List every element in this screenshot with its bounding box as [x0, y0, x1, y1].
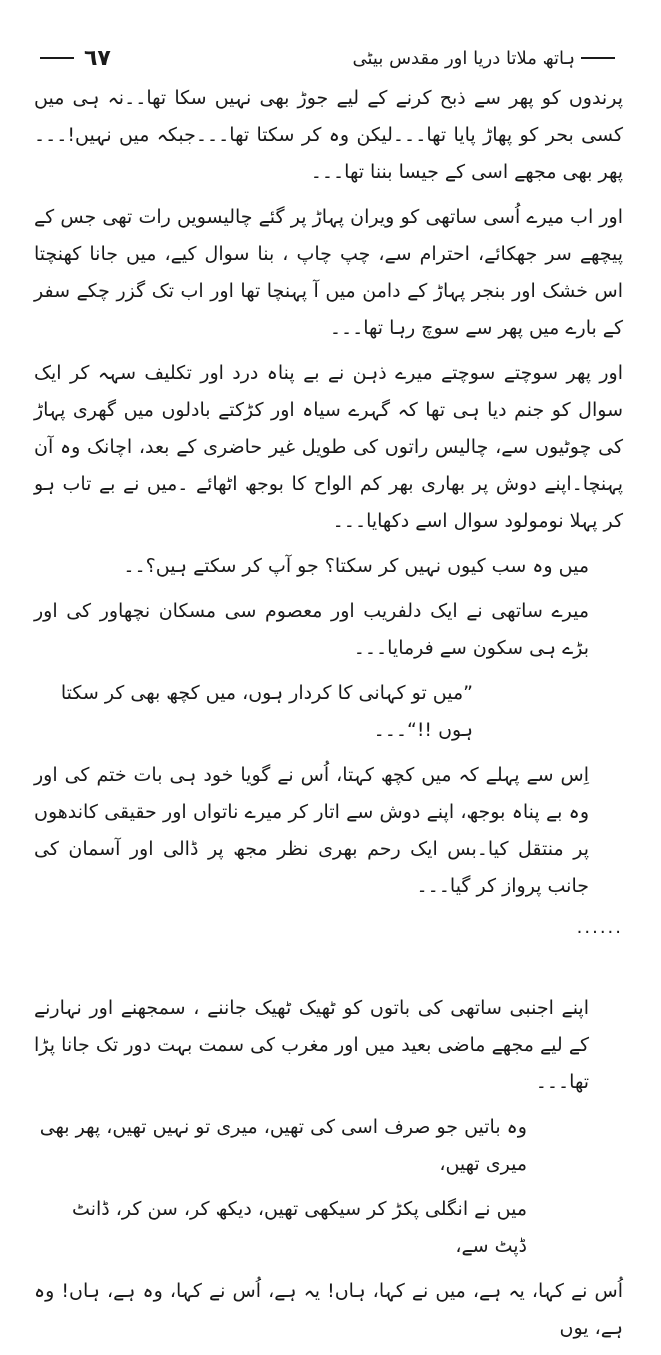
- paragraph-5: میرے ساتھی نے ایک دلفریب اور معصوم سی مسکان نچھاور کی اور بڑے ہی سکون سے فرمایا۔۔۔: [34, 600, 589, 659]
- header-rule-right: [581, 57, 615, 59]
- paragraph-2: اور اب میرے اُسی ساتھی کو ویران پہاڑ پر گئے چالیسویں رات تھی جس کے پیچھے سر جھکائے، احترام سے، چپ چاپ ، بنا سوال کیے، میں جانا کھنچتا اس خشک اور بنجر پہاڑ کے دامن میں آ پہنچا تھا اور اب تک گزر چکے سفر کے بارے میں پھر سے سوچ رہا تھا۔۔۔: [34, 206, 623, 339]
- paragraph-1: پرندوں کو پھر سے ذبح کرنے کے لیے جوڑ بھی نہیں سکا تھا۔۔نہ ہی میں کسی بحر کو پھاڑ پایا تھا۔۔۔لیکن وہ کر سکتا تھا۔۔۔جبکہ میں نہیں!۔۔۔پھر بھی مجھے اسی کے جیسا بننا تھا۔۔۔: [34, 87, 623, 183]
- paragraph-9-verse: وہ باتیں جو صرف اسی کی تھیں، میری تو نہیں تھیں، پھر بھی میری تھیں،: [39, 1116, 527, 1175]
- running-title: ہاتھ ملاتا دریا اور مقدس بیٹی: [352, 47, 575, 69]
- header-rule-left: [40, 57, 74, 59]
- paragraph-11: اُس نے کہا، یہ ہے، میں نے کہا، ہاں! یہ ہے، اُس نے کہا، وہ ہے، ہاں! وہ ہے، یوں: [34, 1280, 623, 1339]
- paragraph-10-verse: میں نے انگلی پکڑ کر سیکھی تھیں، دیکھ کر، سن کر، ڈانٹ ڈپٹ سے،: [72, 1198, 527, 1257]
- paragraph-4-question: میں وہ سب کیوں نہیں کر سکتا؟ جو آپ کر سکتے ہیں؟۔۔: [123, 555, 589, 577]
- page-body: [34, 80, 623, 1355]
- running-title-group: [352, 48, 615, 69]
- page-number: ٦٧: [84, 45, 111, 71]
- section-separator: ......: [576, 917, 623, 938]
- page-number-group: [40, 46, 111, 71]
- paragraph-7: اِس سے پہلے کہ میں کچھ کہتا، اُس نے گویا خود ہی بات ختم کی اور وہ بے پناہ بوجھ، اپنے دوش سے اتار کر میرے ناتواں اور حقیقی کاندھوں پر منتقل کیا۔بس ایک رحم بھری نظر مجھ پر ڈالی اور آسمان کی جانب پرواز کر گیا۔۔۔: [34, 764, 589, 897]
- paragraph-3: اور پھر سوچتے سوچتے میرے ذہن نے بے پناہ درد اور تکلیف سہہ کر ایک سوال کو جنم دیا ہی تھا کہ گہرے سیاہ اور کڑکتے بادلوں میں گھری پہاڑ کی چوٹیوں سے، چالیس راتوں کی طویل غیر حاضری کے بعد، اچانک وہ آن پہنچا۔اپنے دوش پر بھاری بھر کم الواح کا بوجھ اٹھائے ۔میں نے بے تاب ہو کر پہلا نومولود سوال اسے دکھایا۔۔۔: [34, 362, 623, 532]
- page-header: [40, 38, 615, 78]
- paragraph-6-quote: ”میں تو کہانی کا کردار ہوں، میں کچھ بھی کر سکتا ہوں !!“۔۔۔: [60, 682, 473, 741]
- paragraph-8: اپنے اجنبی ساتھی کی باتوں کو ٹھیک ٹھیک جاننے ، سمجھنے اور نہارنے کے لیے مجھے ماضی بعید میں اور مغرب کی سمت بہت دور تک جانا پڑا تھا۔۔۔: [34, 997, 589, 1093]
